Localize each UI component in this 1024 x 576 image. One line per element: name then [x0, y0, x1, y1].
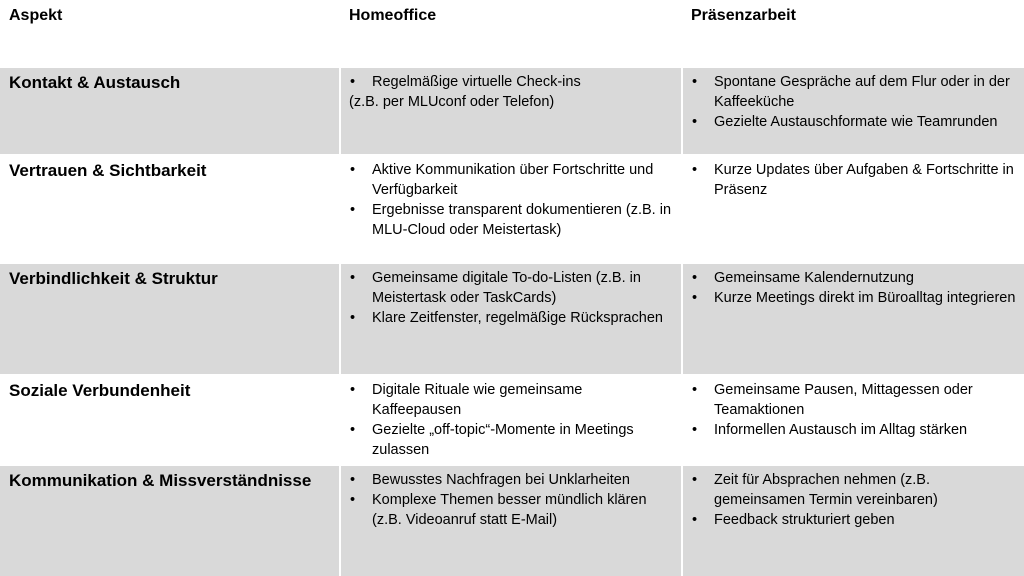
list-item: • Ergebnisse transparent dokumentieren (z.B. in MLU-Cloud oder Meistertask)	[350, 202, 672, 238]
bullet-icon: •	[350, 74, 356, 90]
table-row	[0, 264, 1024, 374]
table-row	[0, 376, 1024, 464]
list-item: • Bewusstes Nachfragen bei Unklarheiten	[350, 472, 630, 488]
aspect-label: Soziale Verbundenheit	[9, 381, 191, 400]
list-item: • Informellen Austausch im Alltag stärken	[692, 422, 968, 438]
list-item: • Klare Zeitfenster, regelmäßige Rücksprachen	[350, 310, 663, 326]
list-item: • Komplexe Themen besser mündlich klären (z.B. Videoanruf statt E-Mail)	[350, 492, 647, 528]
list-item: • Feedback strukturiert geben	[692, 512, 895, 528]
aspect-cell	[0, 156, 339, 262]
list-item: • Kurze Updates über Aufgaben & Fortschritte in Präsenz	[692, 162, 1014, 198]
aspect-label: Verbindlichkeit & Struktur	[9, 269, 218, 288]
bullet-icon: •	[692, 162, 698, 178]
bullet-icon: •	[692, 512, 698, 528]
praesenz-cell	[683, 376, 1024, 464]
bullet-icon: •	[350, 472, 356, 488]
aspect-label: Kontakt & Austausch	[9, 73, 181, 92]
aspect-label: Vertrauen & Sichtbarkeit	[9, 161, 207, 180]
bullet-icon: •	[692, 472, 698, 488]
bullet-icon: •	[350, 202, 356, 218]
praesenz-cell	[683, 466, 1024, 576]
praesenz-cell	[683, 156, 1024, 262]
homeoffice-cell	[341, 466, 681, 576]
list-item: (z.B. per MLUconf oder Telefon)	[349, 94, 555, 110]
header-homeoffice: Homeoffice	[349, 7, 437, 24]
homeoffice-cell	[341, 68, 681, 154]
bullet-icon: •	[692, 382, 698, 398]
aspect-cell	[0, 264, 339, 374]
list-item: • Zeit für Absprachen nehmen (z.B. gemeinsamen Termin vereinbaren)	[692, 472, 938, 508]
bullet-icon: •	[692, 290, 698, 306]
praesenz-cell	[683, 68, 1024, 154]
list-item: • Gezielte „off-topic“-Momente in Meetings zulassen	[350, 422, 634, 458]
list-item: • Kurze Meetings direkt im Büroalltag integrieren	[692, 290, 1016, 306]
header-praesenzarbeit: Präsenzarbeit	[691, 7, 796, 24]
list-item: • Aktive Kommunikation über Fortschritte und Verfügbarkeit	[350, 162, 654, 198]
list-item: • Digitale Rituale wie gemeinsame Kaffeepausen	[350, 382, 583, 418]
table-row	[0, 68, 1024, 154]
homeoffice-cell	[341, 376, 681, 464]
list-item: • Gemeinsame Pausen, Mittagessen oder Teamaktionen	[692, 382, 973, 418]
homeoffice-cell	[341, 156, 681, 262]
table-header	[0, 0, 1024, 66]
list-item: • Spontane Gespräche auf dem Flur oder in der Kaffeeküche	[692, 74, 1010, 110]
praesenz-cell	[683, 264, 1024, 374]
aspect-label: Kommunikation & Missverständnisse	[9, 471, 312, 490]
list-item: • Gezielte Austauschformate wie Teamrunden	[692, 114, 998, 130]
bullet-icon: •	[350, 492, 356, 508]
header-aspekt: Aspekt	[9, 7, 63, 24]
list-item: • Gemeinsame digitale To-do-Listen (z.B. in Meistertask oder TaskCards)	[350, 270, 641, 306]
bullet-icon: •	[350, 310, 356, 326]
aspect-cell	[0, 68, 339, 154]
table-row	[0, 156, 1024, 262]
aspect-cell	[0, 376, 339, 464]
bullet-icon: •	[692, 74, 698, 90]
bullet-icon: •	[350, 270, 356, 286]
bullet-icon: •	[350, 382, 356, 398]
table-row	[0, 466, 1024, 576]
list-item: • Regelmäßige virtuelle Check-ins	[350, 74, 581, 90]
bullet-icon: •	[350, 422, 356, 438]
aspect-cell	[0, 466, 339, 576]
bullet-icon: •	[692, 114, 698, 130]
bullet-icon: •	[692, 422, 698, 438]
list-item: • Gemeinsame Kalendernutzung	[692, 270, 914, 286]
homeoffice-cell	[341, 264, 681, 374]
bullet-icon: •	[350, 162, 356, 178]
bullet-icon: •	[692, 270, 698, 286]
